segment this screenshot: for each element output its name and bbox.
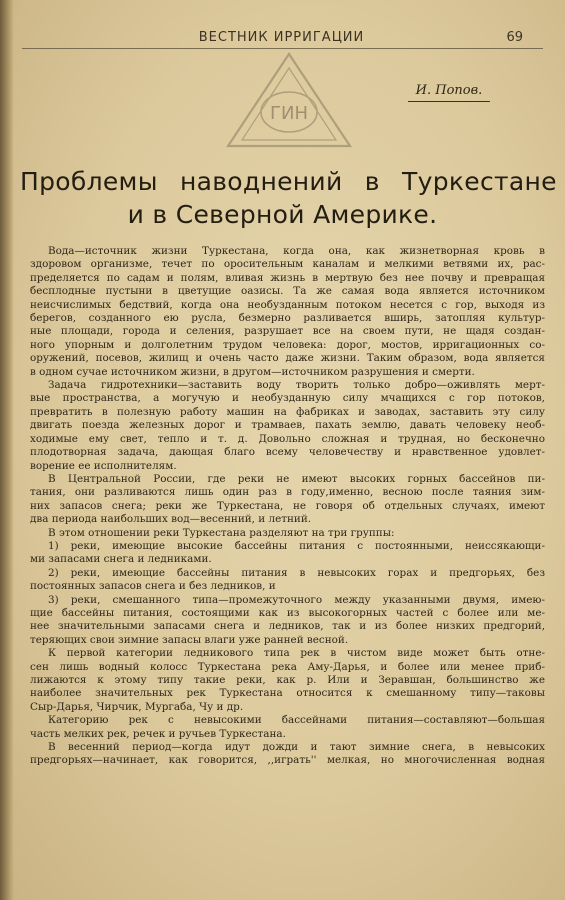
- text-line: 1) реки, имеющие высокие бассейны питания с постоянными, неиссякающи-: [48, 539, 545, 552]
- text-line: Задача гидротехники—заставить воду творить только добро—оживлять мерт-: [48, 379, 545, 392]
- text-line: Категорию рек с невысокими бассейнами питания—составляют—большая: [48, 714, 545, 727]
- text-line: ного упорным и долголетним трудом человека: дорог, мостов, ирригационных со-: [30, 338, 545, 351]
- text-line: 3) реки, смешанного типа—промежуточного между указанными двумя, имею-: [48, 593, 545, 606]
- text-line: вые пространства, а могучую и необузданную силу мчащихся с гор потоков,: [30, 392, 545, 405]
- text-line: В Центральной России, где реки не имеют высоких горных бассейнов пи-: [48, 472, 545, 485]
- header-rule: [22, 48, 543, 49]
- text-line: неисчислимых бедствий, когда она необузданным потоком несется с гор, выходя из: [30, 298, 545, 311]
- article-title: [20, 165, 557, 231]
- title-line-1: Проблемы наводнений в Туркестане: [20, 166, 557, 196]
- text-line: В этом отношении реки Туркестана разделяют на три группы:: [48, 526, 395, 539]
- text-line: В весенний период—когда идут дожди и тают зимние снега, в невысоких: [48, 741, 545, 754]
- page-number: 69: [506, 30, 523, 45]
- text-line: сен лишь водный колосс Туркестана река Аму-Дарья, и более или менее приб-: [30, 660, 545, 673]
- library-stamp: [224, 50, 354, 150]
- text-line: предгорьях—начинает, как говорится, ,,играть'' мелкая, но многочисленная водная: [30, 754, 545, 767]
- text-line: постоянных запасов снега и без ледников, и: [30, 580, 276, 593]
- text-line: в одном сучае источником жизни, в другом—источником разрушения и смерти.: [30, 365, 475, 378]
- binding-edge: [0, 0, 14, 900]
- text-line: нее значительными запасами снега и ледников, так и из более низких предгорий,: [30, 620, 545, 633]
- article-body: [30, 245, 545, 768]
- text-line: лижаются к этому типу такие реки, как р. Или и Зеравшан, большинство же: [30, 674, 545, 686]
- text-line: тания, они разливаются лишь один раз в году,именно, весною после таяния зим-: [30, 486, 545, 499]
- text-line: оружений, посевов, жилищ и очень часто даже жизни. Таким образом, вода является: [30, 352, 545, 365]
- text-line: 2) реки, имеющие бассейны питания в невысоких горах и предгорьях, без: [48, 566, 545, 579]
- text-line: двигать поезда железных дорог и трамваев, пахать землю, давать человеку необ-: [30, 419, 545, 432]
- text-line: ми запасами снега и ледниками.: [30, 553, 212, 566]
- running-head: ВЕСТНИК ИРРИГАЦИИ: [198, 30, 365, 45]
- page-header: [20, 30, 543, 46]
- stamp-text: ГИН: [270, 103, 308, 124]
- text-line: К первой категории ледникового типа рек в чистом виде может быть отне-: [48, 647, 545, 660]
- text-line: Сыр-Дарья, Чирчик, Мургаба, Чу и др.: [30, 700, 244, 713]
- text-line: пределяется по садам и полям, вливая жизнь в мертвую без нее почву и превращая: [30, 271, 545, 284]
- text-line: наиболее значительных рек Туркестана относится к смешанному типу—таковы: [30, 687, 545, 700]
- text-line: здоровом организме, течет по оросительным каналам и мелкими ветвями их, рас-: [30, 258, 545, 271]
- text-line: теряющих свои зимние запасы влаги уже ранней весной.: [30, 633, 349, 646]
- text-line: них запасов снега; реки же Туркестана, не говоря об отдельных случаях, имеют: [30, 499, 545, 512]
- text-line: ные площади, города и селения, разрушает все на своем пути, не щадя создан-: [30, 325, 545, 338]
- text-line: ходимые ему свет, тепло и т. д. Довольно сложная и трудная, но бесконечно: [30, 432, 545, 445]
- author-name: И. Попов.: [408, 83, 490, 102]
- text-line: часть мелких рек, речек и ручьев Туркестана.: [30, 727, 286, 740]
- text-line: бесплодные пустыни в цветущие оазисы. Та же самая вода является источником: [30, 285, 545, 298]
- text-line: щие бассейны питания, состоящими как из высокогорных частей с более или ме-: [30, 606, 545, 619]
- text-line: плодотворная задача, дающая благо всему человечеству и нравственное удовлет-: [30, 446, 545, 459]
- text-line: Вода—источник жизни Туркестана, когда она, как жизнетворная кровь в: [48, 245, 545, 257]
- text-line: ворение ее исполнителям.: [30, 459, 177, 472]
- text-line: два периода наибольших вод—весенний, и летний.: [30, 513, 312, 526]
- text-line: превратить в полезную работу машин на фабриках и заводах, заставить эту силу: [30, 405, 545, 418]
- title-line-2: и в Северной Америке.: [127, 199, 438, 229]
- text-line: берегов, созданного ею русла, безмерно разливается вширь, затопляя культур-: [30, 312, 545, 325]
